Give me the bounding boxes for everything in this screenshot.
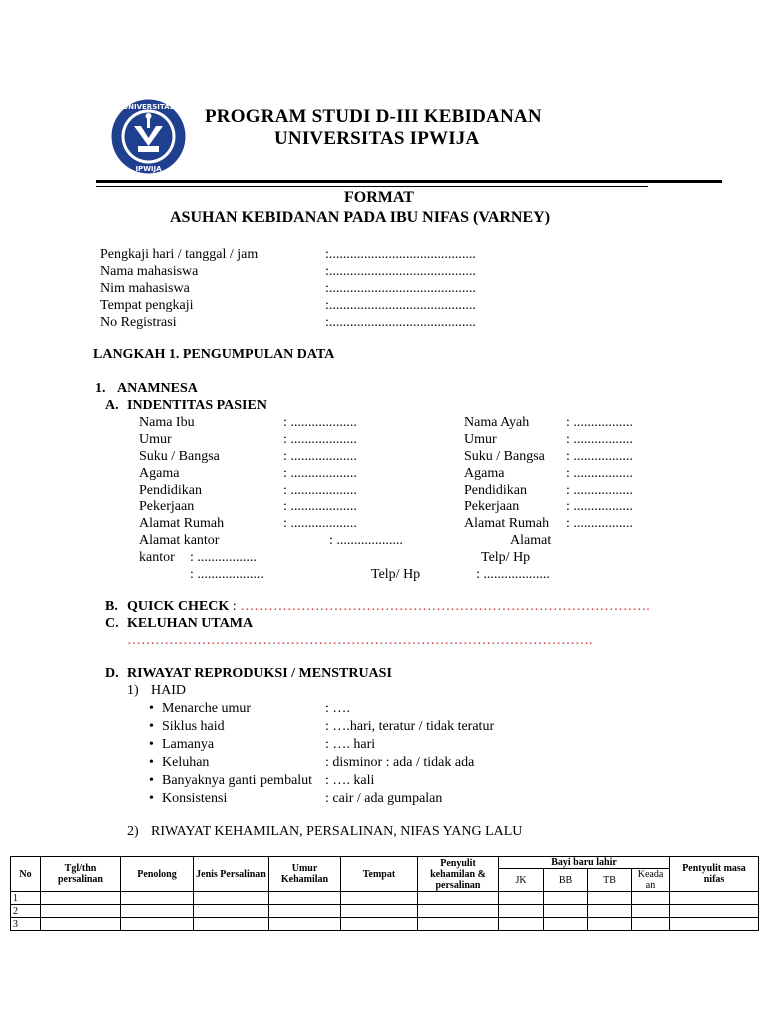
table-cell[interactable] <box>121 892 194 905</box>
table-row <box>11 918 759 931</box>
identity-label: Pengkaji hari / tanggal / jam <box>100 247 259 262</box>
haid-item-value-field[interactable]: : …. <box>325 701 350 716</box>
father-label: Agama <box>464 466 505 481</box>
table-cell[interactable] <box>670 918 759 931</box>
col-tb: TB <box>588 869 632 892</box>
table-cell[interactable] <box>194 918 269 931</box>
identity-value-field[interactable]: :.......................................... <box>325 315 476 330</box>
quick-check-letter: B. <box>105 599 118 614</box>
identity-value-field[interactable]: :.......................................... <box>325 281 476 296</box>
mother-label: Agama <box>139 466 180 481</box>
keluhan-field[interactable]: ………………………………………………………………………………………. <box>127 633 593 648</box>
father-value-field[interactable]: : ................. <box>566 466 633 481</box>
table-cell[interactable] <box>41 905 121 918</box>
table-cell[interactable] <box>588 918 632 931</box>
list-bullet: • <box>149 755 154 770</box>
list-bullet: • <box>149 737 154 752</box>
father-value-field[interactable]: : ................. <box>566 449 633 464</box>
mother-value-field[interactable]: : ................... <box>283 483 357 498</box>
mother-value-field[interactable]: : ................... <box>283 415 357 430</box>
history-table <box>10 856 759 931</box>
telp-right-label: Telp/ Hp <box>481 550 531 565</box>
father-value-field[interactable]: : ................. <box>566 499 633 514</box>
table-row <box>11 905 759 918</box>
mother-value-field[interactable]: : ................... <box>283 466 357 481</box>
father-label: Alamat Rumah <box>464 516 550 531</box>
table-cell[interactable] <box>41 892 121 905</box>
kantor-value-field[interactable]: : ................... <box>329 533 403 548</box>
table-cell[interactable] <box>588 892 632 905</box>
university-seal-icon <box>110 98 187 175</box>
kantor-right-label: Alamat <box>510 533 552 548</box>
keluhan-letter: C. <box>105 616 119 631</box>
haid-item-value-field[interactable]: : …. hari <box>325 737 376 752</box>
col-umur: Umur Kehamilan <box>269 857 341 892</box>
table-cell[interactable] <box>194 892 269 905</box>
list-bullet: • <box>149 719 154 734</box>
table-cell[interactable] <box>121 918 194 931</box>
mother-label: Suku / Bangsa <box>139 449 220 464</box>
mother-label: Nama Ibu <box>139 415 195 430</box>
table-cell[interactable] <box>194 905 269 918</box>
mother-value-field[interactable]: : ................... <box>283 449 357 464</box>
mother-label: Umur <box>139 432 172 447</box>
doc-title-main: ASUHAN KEBIDANAN PADA IBU NIFAS (VARNEY) <box>170 209 551 226</box>
father-value-field[interactable]: : ................. <box>566 516 633 531</box>
col-pentyulit: Pentyulit masa nifas <box>670 857 759 892</box>
step1-heading: LANGKAH 1. PENGUMPULAN DATA <box>93 347 335 362</box>
header-rule-thin <box>96 186 648 187</box>
identity-label: Nama mahasiswa <box>100 264 199 279</box>
table-cell[interactable] <box>499 918 544 931</box>
table-cell[interactable] <box>632 918 670 931</box>
kantor-label: Alamat kantor <box>139 533 220 548</box>
table-cell[interactable] <box>418 892 499 905</box>
col-penolong: Penolong <box>121 857 194 892</box>
haid-item-label: Menarche umur <box>162 701 252 716</box>
mother-label: Alamat Rumah <box>139 516 225 531</box>
mother-value-field[interactable]: : ................... <box>283 432 357 447</box>
haid-num: 1) <box>127 683 139 698</box>
quick-check-colon: : <box>232 599 237 614</box>
kantor-wrap-value-field[interactable]: : ................. <box>190 550 257 565</box>
haid-item-value-field[interactable]: : …. kali <box>325 773 375 788</box>
haid-item-label: Siklus haid <box>162 719 225 734</box>
col-tempat: Tempat <box>341 857 418 892</box>
table-cell[interactable] <box>269 892 341 905</box>
col-tgl: Tgl/thn persalinan <box>41 857 121 892</box>
university-logo <box>110 98 187 175</box>
logo-top-text: UNIVERSITAS <box>122 103 175 111</box>
doc-title-format: FORMAT <box>344 189 414 206</box>
identity-value-field[interactable]: :.......................................... <box>325 247 476 262</box>
haid-item-value-field[interactable]: : disminor : ada / tidak ada <box>325 755 475 770</box>
table-cell[interactable] <box>499 892 544 905</box>
father-value-field[interactable]: : ................. <box>566 415 633 430</box>
row-number: 1 <box>11 892 41 905</box>
haid-item-label: Konsistensi <box>162 791 228 806</box>
col-no: No <box>11 857 41 892</box>
haid-item-label: Lamanya <box>162 737 215 752</box>
riwayat-letter: D. <box>105 666 119 681</box>
anamnesa-heading: ANAMNESA <box>117 381 198 396</box>
father-value-field[interactable]: : ................. <box>566 432 633 447</box>
table-cell[interactable] <box>269 905 341 918</box>
father-value-field[interactable]: : ................. <box>566 483 633 498</box>
father-label: Umur <box>464 432 497 447</box>
table-cell[interactable] <box>670 892 759 905</box>
row-number: 2 <box>11 905 41 918</box>
haid-item-value-field[interactable]: : cair / ada gumpalan <box>325 791 443 806</box>
col-bayi: Bayi baru lahir <box>499 857 670 869</box>
telp-mid-value-field[interactable]: : ................... <box>476 567 550 582</box>
table-cell[interactable] <box>632 905 670 918</box>
quick-check-field[interactable]: ……………………………………………………………………………. <box>240 599 650 614</box>
father-label: Pekerjaan <box>464 499 520 514</box>
table-cell[interactable] <box>544 918 588 931</box>
haid-heading: HAID <box>151 683 186 698</box>
table-cell[interactable] <box>341 918 418 931</box>
identity-value-field[interactable]: :.......................................... <box>325 298 476 313</box>
mother-value-field[interactable]: : ................... <box>283 499 357 514</box>
table-cell[interactable] <box>341 892 418 905</box>
table-cell[interactable] <box>418 905 499 918</box>
mother-value-field[interactable]: : ................... <box>283 516 357 531</box>
riwayat-heading: RIWAYAT REPRODUKSI / MENSTRUASI <box>127 666 392 681</box>
row-number: 3 <box>11 918 41 931</box>
table-cell[interactable] <box>341 905 418 918</box>
mother-label: Pendidikan <box>139 483 202 498</box>
haid-item-value-field[interactable]: : ….hari, teratur / tidak teratur <box>325 719 495 734</box>
identity-label: Nim mahasiswa <box>100 281 190 296</box>
identity-label: Tempat pengkaji <box>100 298 194 313</box>
header-program: PROGRAM STUDI D-III KEBIDANAN <box>205 106 542 127</box>
table-row <box>11 892 759 905</box>
col-keadaan: Keada an <box>632 869 670 892</box>
identity-value-field[interactable]: :.......................................... <box>325 264 476 279</box>
table-cell[interactable] <box>41 918 121 931</box>
quick-check-label: QUICK CHECK <box>127 599 230 614</box>
table-cell[interactable] <box>632 892 670 905</box>
logo-bottom-text: IPWIJA <box>135 165 162 173</box>
haid-item-label: Keluhan <box>162 755 210 770</box>
keluhan-label: KELUHAN UTAMA <box>127 616 254 631</box>
father-label: Nama Ayah <box>464 415 530 430</box>
header-university: UNIVERSITAS IPWIJA <box>274 128 480 149</box>
col-bb: BB <box>544 869 588 892</box>
riwayat2-heading: RIWAYAT KEHAMILAN, PERSALINAN, NIFAS YANG LALU <box>151 824 523 839</box>
list-bullet: • <box>149 773 154 788</box>
identitas-heading: INDENTITAS PASIEN <box>127 398 267 413</box>
table-cell[interactable] <box>544 905 588 918</box>
table-cell[interactable] <box>418 918 499 931</box>
mother-label: Pekerjaan <box>139 499 195 514</box>
father-label: Suku / Bangsa <box>464 449 545 464</box>
list-bullet: • <box>149 701 154 716</box>
haid-item-label: Banyaknya ganti pembalut <box>162 773 313 788</box>
anamnesa-num: 1. <box>95 381 106 396</box>
identity-label: No Registrasi <box>100 315 177 330</box>
table-cell[interactable] <box>121 905 194 918</box>
kantor-wrap-label: kantor <box>139 550 175 565</box>
col-penyulit: Penyulit kehamilan & persalinan <box>418 857 499 892</box>
table-cell[interactable] <box>544 892 588 905</box>
table-cell[interactable] <box>670 905 759 918</box>
col-jk: JK <box>499 869 544 892</box>
table-cell[interactable] <box>499 905 544 918</box>
table-cell[interactable] <box>588 905 632 918</box>
father-label: Pendidikan <box>464 483 527 498</box>
telp-mid-label: Telp/ Hp <box>371 567 421 582</box>
header-rule-thick <box>96 180 722 183</box>
quick-check-row <box>127 599 650 615</box>
riwayat2-num: 2) <box>127 824 139 839</box>
col-jenis: Jenis Persalinan <box>194 857 269 892</box>
identitas-letter: A. <box>105 398 119 413</box>
table-cell[interactable] <box>269 918 341 931</box>
list-bullet: • <box>149 791 154 806</box>
telp-left-value-field[interactable]: : ................... <box>190 567 264 582</box>
